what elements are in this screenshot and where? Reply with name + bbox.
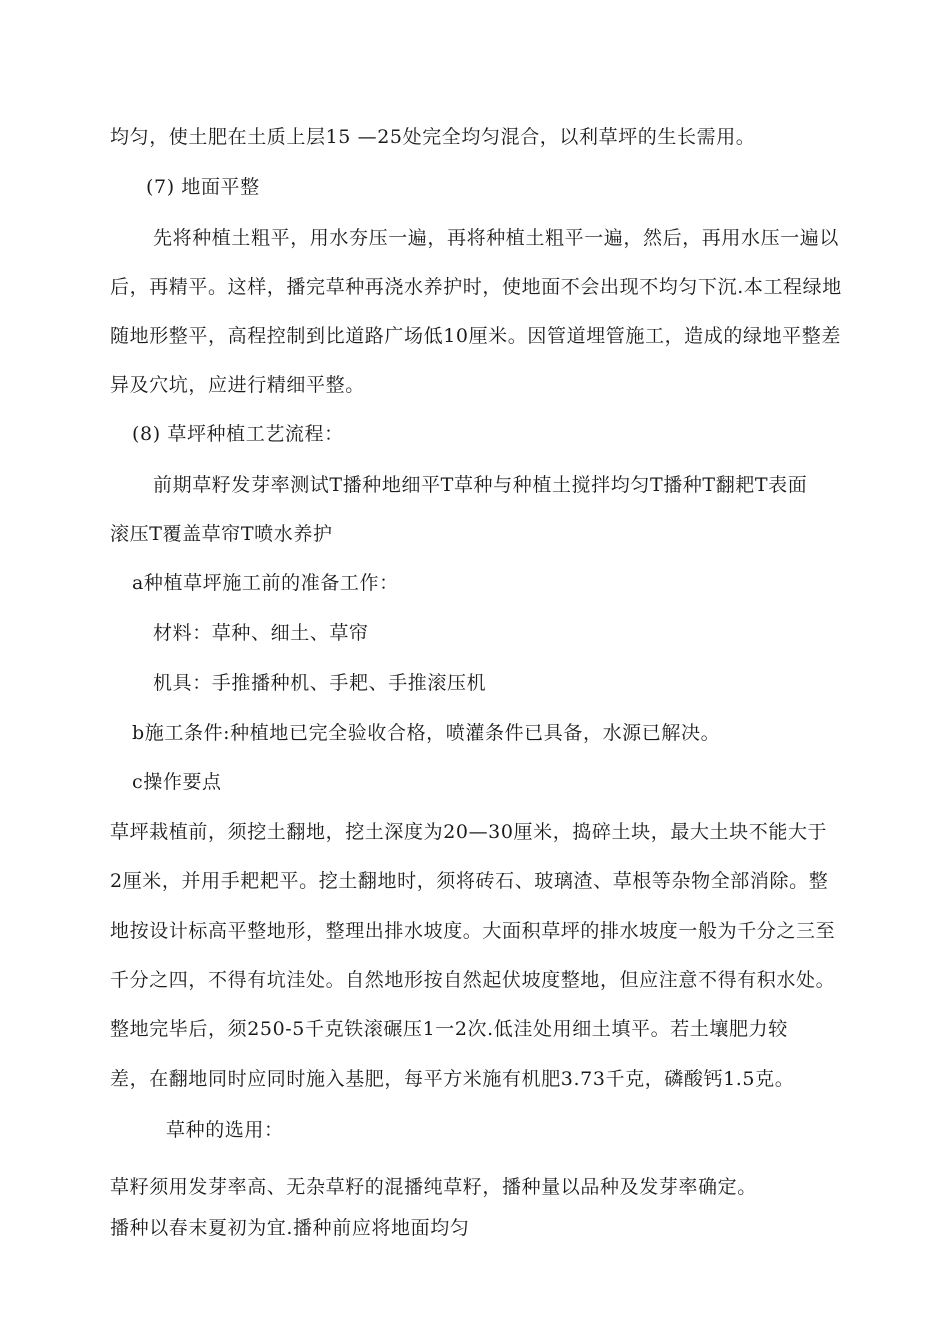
- paragraph-line: 整地完毕后，须250-5千克铁滚碾压1一2次.低洼处用细土填平。若土壤肥力较: [110, 1018, 788, 1040]
- paragraph-line: 均匀，使土肥在土质上层15 —25处完全均匀混合，以利草坪的生长需用。: [110, 126, 756, 148]
- paragraph-line: 异及穴坑，应进行精细平整。: [110, 374, 365, 396]
- paragraph-line: 草籽须用发芽率高、无杂草籽的混播纯草籽，播种量以品种及发芽率确定。: [110, 1176, 757, 1198]
- subsection-heading: b施工条件:种植地已完全验收合格，喷灌条件已具备，水源已解决。: [132, 722, 721, 744]
- paragraph-line: 机具：手推播种机、手耙、手推滚压机: [153, 672, 487, 694]
- paragraph-line: 千分之四，不得有坑洼处。自然地形按自然起伏坡度整地，但应注意不得有积水处。: [110, 969, 836, 991]
- paragraph-line: 材料：草种、细土、草帘: [153, 622, 369, 644]
- paragraph-line: 地按设计标高平整地形，整理出排水坡度。大面积草坪的排水坡度一般为千分之三至: [110, 920, 836, 942]
- paragraph-line: 差，在翻地同时应同时施入基肥，每平方米施有机肥3.73千克，磷酸钙1.5克。: [110, 1068, 795, 1090]
- section-heading: (7) 地面平整: [146, 176, 260, 198]
- paragraph-line: 草坪栽植前，须挖土翻地，挖土深度为20—30厘米，捣碎土块，最大土块不能大于: [110, 821, 828, 843]
- paragraph-line: 2厘米，并用手耙耙平。挖土翻地时，须将砖石、玻璃渣、草根等杂物全部消除。整: [110, 870, 829, 892]
- subsection-heading: c操作要点: [132, 771, 222, 793]
- paragraph-line: 前期草籽发芽率测试T播种地细平T草种与种植土搅拌均匀T播种T翻耙T表面: [153, 474, 808, 496]
- paragraph-line: 后，再精平。这样，播完草种再浇水养护时，使地面不会出现不均匀下沉.本工程绿地: [110, 276, 842, 298]
- section-heading: (8) 草坪种植工艺流程：: [132, 423, 344, 445]
- subsection-heading: 草种的选用：: [166, 1119, 284, 1141]
- paragraph-line: 播种以春末夏初为宜.播种前应将地面均匀: [110, 1217, 470, 1239]
- paragraph-line: 随地形整平，高程控制到比道路广场低10厘米。因管道埋管施工，造成的绿地平整差: [110, 325, 841, 347]
- subsection-heading: a种植草坪施工前的准备工作：: [132, 572, 399, 594]
- paragraph-line: 滚压T覆盖草帘T喷水养护: [110, 523, 333, 545]
- paragraph-line: 先将种植土粗平，用水夯压一遍，再将种植土粗平一遍，然后，再用水压一遍以: [153, 227, 840, 249]
